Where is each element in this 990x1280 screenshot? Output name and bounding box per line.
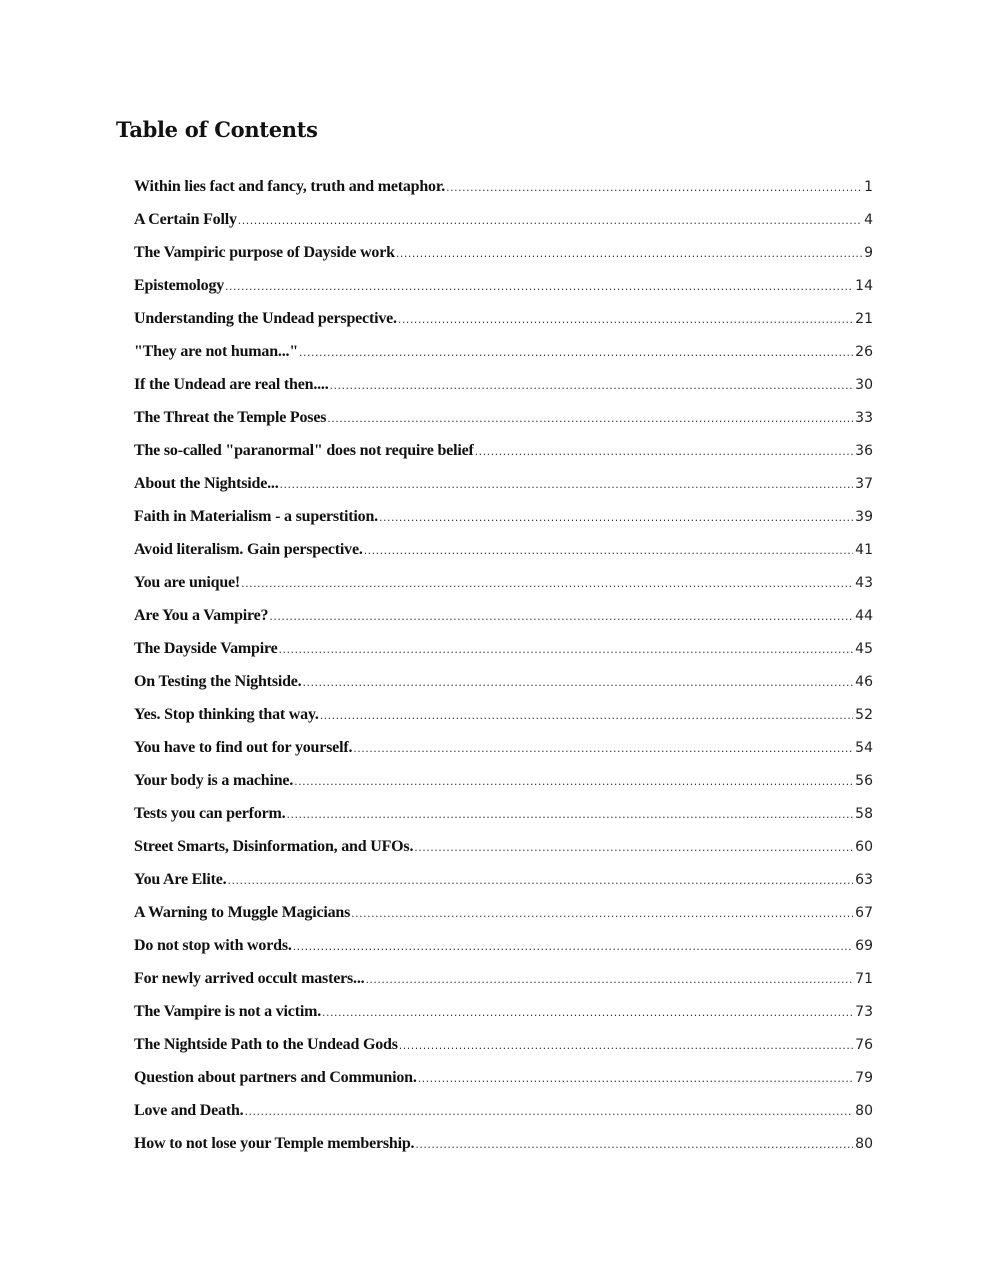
toc-page-number: 9 (864, 245, 873, 261)
toc-dot-leader (294, 775, 853, 788)
toc-entry-title: Yes. Stop thinking that way. (134, 706, 319, 723)
toc-dot-leader (280, 478, 854, 491)
toc-dot-leader (299, 346, 853, 359)
toc-entry[interactable] (134, 1069, 873, 1102)
toc-page-number: 1 (864, 179, 873, 195)
toc-dot-leader (353, 742, 853, 755)
toc-page-number: 45 (855, 641, 873, 657)
toc-entry-title: Faith in Materialism - a superstition. (134, 508, 378, 525)
toc-list (134, 178, 873, 1168)
toc-page-number: 63 (855, 872, 873, 888)
toc-entry-title: The so-called "paranormal" does not require belief (134, 442, 474, 459)
toc-entry[interactable] (134, 343, 873, 376)
toc-entry-title: The Dayside Vampire (134, 640, 278, 657)
toc-entry-title: Question about partners and Communion. (134, 1069, 417, 1086)
toc-entry[interactable] (134, 211, 873, 244)
toc-entry-title: Epistemology (134, 277, 225, 294)
toc-page-number: 73 (855, 1004, 873, 1020)
toc-page-number: 76 (855, 1037, 873, 1053)
toc-page-number: 33 (855, 410, 873, 426)
toc-entry-title: Understanding the Undead perspective. (134, 310, 397, 327)
toc-entry-title: "They are not human..." (134, 343, 299, 360)
toc-entry[interactable] (134, 376, 873, 409)
toc-page-number: 21 (855, 311, 873, 327)
toc-entry[interactable] (134, 310, 873, 343)
toc-page-number: 43 (855, 575, 873, 591)
toc-entry[interactable] (134, 673, 873, 706)
toc-entry-title: Street Smarts, Disinformation, and UFOs. (134, 838, 414, 855)
toc-page-number: 39 (855, 509, 873, 525)
toc-page-number: 36 (855, 443, 873, 459)
toc-entry[interactable] (134, 1135, 873, 1168)
toc-page-number: 44 (855, 608, 873, 624)
toc-dot-leader (227, 874, 853, 887)
toc-page-number: 56 (855, 773, 873, 789)
toc-dot-leader (286, 808, 853, 821)
toc-entry-title: Tests you can perform. (134, 805, 286, 822)
toc-page-number: 14 (855, 278, 873, 294)
toc-page-number: 80 (855, 1136, 873, 1152)
toc-page-number: 30 (855, 377, 873, 393)
toc-dot-leader (414, 841, 853, 854)
toc-entry[interactable] (134, 409, 873, 442)
toc-entry-title: If the Undead are real then.... (134, 376, 329, 393)
toc-dot-leader (351, 907, 853, 920)
toc-entry-title: How to not lose your Temple membership. (134, 1135, 415, 1152)
toc-entry-title: Avoid literalism. Gain perspective. (134, 541, 363, 558)
toc-entry-title: The Threat the Temple Poses (134, 409, 327, 426)
toc-entry[interactable] (134, 1003, 873, 1036)
toc-dot-leader (475, 445, 854, 458)
toc-page-number: 37 (855, 476, 873, 492)
toc-page-number: 79 (855, 1070, 873, 1086)
toc-entry-title: A Certain Folly (134, 211, 237, 228)
toc-page-number: 26 (855, 344, 873, 360)
toc-dot-leader (278, 643, 853, 656)
toc-entry[interactable] (134, 1036, 873, 1069)
toc-dot-leader (241, 577, 853, 590)
toc-entry-title: On Testing the Nightside. (134, 673, 302, 690)
toc-entry[interactable] (134, 508, 873, 541)
toc-dot-leader (238, 214, 862, 227)
toc-dot-leader (396, 247, 862, 260)
toc-entry[interactable] (134, 904, 873, 937)
toc-entry-title: A Warning to Muggle Magicians (134, 904, 351, 921)
toc-dot-leader (225, 280, 853, 293)
toc-dot-leader (446, 181, 862, 194)
toc-page-number: 71 (855, 971, 873, 987)
toc-entry-title: Do not stop with words. (134, 937, 292, 954)
toc-page-number: 69 (855, 938, 873, 954)
toc-entry-title: About the Nightside... (134, 475, 279, 492)
toc-page-number: 46 (855, 674, 873, 690)
toc-dot-leader (320, 709, 853, 722)
toc-page-number: 58 (855, 806, 873, 822)
page-title: Table of Contents (116, 117, 318, 142)
toc-entry[interactable] (134, 178, 873, 211)
toc-dot-leader (379, 511, 853, 524)
toc-entry[interactable] (134, 607, 873, 640)
toc-dot-leader (322, 1006, 853, 1019)
toc-entry[interactable] (134, 805, 873, 838)
toc-dot-leader (399, 1039, 853, 1052)
toc-entry[interactable] (134, 1102, 873, 1135)
toc-entry[interactable] (134, 772, 873, 805)
toc-entry-title: You have to find out for yourself. (134, 739, 353, 756)
toc-dot-leader (244, 1105, 853, 1118)
toc-entry[interactable] (134, 574, 873, 607)
toc-page-number: 67 (855, 905, 873, 921)
toc-dot-leader (303, 676, 854, 689)
toc-page-number: 4 (864, 212, 873, 228)
toc-entry-title: Love and Death. (134, 1102, 244, 1119)
toc-dot-leader (327, 412, 853, 425)
toc-entry[interactable] (134, 739, 873, 772)
toc-dot-leader (418, 1072, 853, 1085)
toc-entry[interactable] (134, 970, 873, 1003)
toc-dot-leader (398, 313, 853, 326)
toc-dot-leader (269, 610, 853, 623)
toc-entry-title: Within lies fact and fancy, truth and metaphor. (134, 178, 446, 195)
toc-entry[interactable] (134, 937, 873, 970)
toc-entry-title: For newly arrived occult masters... (134, 970, 365, 987)
toc-entry[interactable] (134, 244, 873, 277)
toc-page-number: 52 (855, 707, 873, 723)
toc-dot-leader (364, 544, 853, 557)
toc-entry-title: The Nightside Path to the Undead Gods (134, 1036, 398, 1053)
toc-entry-title: You are unique! (134, 574, 241, 591)
toc-dot-leader (330, 379, 854, 392)
toc-entry[interactable] (134, 442, 873, 475)
toc-entry-title: Your body is a machine. (134, 772, 294, 789)
toc-entry[interactable] (134, 706, 873, 739)
toc-page-number: 80 (855, 1103, 873, 1119)
toc-entry[interactable] (134, 541, 873, 574)
toc-page-number: 41 (855, 542, 873, 558)
toc-page-number: 60 (855, 839, 873, 855)
toc-entry[interactable] (134, 277, 873, 310)
toc-entry[interactable] (134, 640, 873, 673)
toc-entry[interactable] (134, 475, 873, 508)
toc-page-number: 54 (855, 740, 873, 756)
toc-dot-leader (415, 1138, 853, 1151)
toc-entry-title: You Are Elite. (134, 871, 227, 888)
toc-entry-title: The Vampiric purpose of Dayside work (134, 244, 395, 261)
toc-entry[interactable] (134, 871, 873, 904)
toc-entry[interactable] (134, 838, 873, 871)
toc-entry-title: The Vampire is not a victim. (134, 1003, 322, 1020)
toc-entry-title: Are You a Vampire? (134, 607, 269, 624)
toc-dot-leader (365, 973, 853, 986)
toc-dot-leader (293, 940, 854, 953)
